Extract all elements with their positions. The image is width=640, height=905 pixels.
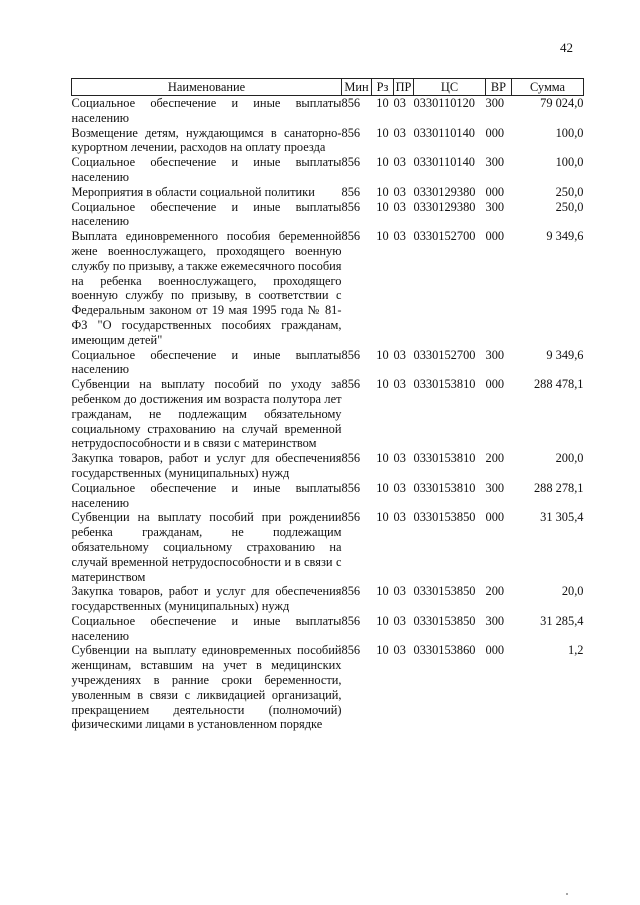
cell-min: 856 <box>341 584 361 599</box>
cell-cs: 0330110120 <box>413 96 475 110</box>
table-row <box>72 584 584 614</box>
cell-name: Субвенции на выплату единовременных пособий женщинам, вставшим на учет в медицинских учреждениях в ранние сроки беременности, уволенным в связи с ликвидацией организаций, прекращением деятельности (полномочий) физическими лицами в установленном порядке <box>71 643 342 732</box>
cell-vr: 300 <box>485 347 505 362</box>
cell-sum: 288 478,1 <box>533 377 584 392</box>
cell-min: 856 <box>341 229 361 244</box>
cell-sum: 100,0 <box>555 125 584 140</box>
cell-name: Субвенции на выплату пособий по уходу за ребенком до достижения им возраста полутора лет гражданам, не подлежащим обязательному социальному страхованию на случай временной нетрудоспособности и в связи с материнством <box>71 377 342 451</box>
header-sum: Сумма <box>512 79 584 96</box>
cell-pr: 03 <box>393 480 406 495</box>
cell-rz: 10 <box>376 229 389 244</box>
cell-cs: 0330110140 <box>413 155 475 170</box>
cell-name: Социальное обеспечение и иные выплаты населению <box>71 480 342 510</box>
cell-name: Социальное обеспечение и иные выплаты населению <box>71 199 342 229</box>
cell-name: Субвенции на выплату пособий при рождении ребенка гражданам, не подлежащим обязательному социальному страхованию на случай временной нетрудоспособности и в связи с материнством <box>71 510 342 584</box>
scan-speck <box>566 893 568 895</box>
cell-rz: 10 <box>376 510 389 525</box>
table-row <box>72 643 584 732</box>
cell-pr: 03 <box>393 613 406 628</box>
cell-name: Социальное обеспечение и иные выплаты населению <box>71 155 342 184</box>
table-row <box>72 200 584 230</box>
cell-pr: 03 <box>393 229 406 244</box>
cell-min: 856 <box>341 155 361 170</box>
table-body <box>72 96 584 733</box>
cell-sum: 1,2 <box>568 643 584 658</box>
cell-name: Социальное обеспечение и иные выплаты населению <box>71 96 342 125</box>
cell-rz: 10 <box>376 96 389 110</box>
cell-min: 856 <box>341 96 361 110</box>
header-rz: Рз <box>372 79 394 96</box>
cell-cs: 0330153810 <box>413 377 476 392</box>
table-row <box>72 155 584 185</box>
cell-min: 856 <box>341 480 361 495</box>
cell-pr: 03 <box>393 155 406 170</box>
cell-cs: 0330129380 <box>413 184 476 199</box>
cell-vr: 000 <box>485 229 505 244</box>
cell-vr: 200 <box>485 584 505 599</box>
cell-rz: 10 <box>376 643 389 658</box>
table-row <box>72 377 584 451</box>
cell-cs: 0330153850 <box>413 613 476 628</box>
table-row <box>72 481 584 511</box>
cell-vr: 000 <box>485 184 505 199</box>
cell-pr: 03 <box>393 377 406 392</box>
cell-name: Закупка товаров, работ и услуг для обеспечения государственных (муниципальных) нужд <box>71 584 342 614</box>
header-vr: ВР <box>486 79 512 96</box>
cell-min: 856 <box>341 510 361 525</box>
cell-rz: 10 <box>376 480 389 495</box>
cell-min: 856 <box>341 377 361 392</box>
cell-sum: 31 305,4 <box>540 510 584 525</box>
budget-table <box>71 78 584 732</box>
cell-cs: 0330153860 <box>413 643 476 658</box>
cell-cs: 0330153810 <box>413 480 476 495</box>
cell-pr: 03 <box>393 347 406 362</box>
cell-sum: 288 278,1 <box>533 480 584 495</box>
cell-rz: 10 <box>376 199 389 214</box>
cell-rz: 10 <box>376 451 389 466</box>
header-min: Мин <box>342 79 372 96</box>
cell-sum: 31 285,4 <box>540 613 584 628</box>
cell-vr: 300 <box>485 199 505 214</box>
cell-pr: 03 <box>393 96 406 110</box>
cell-vr: 300 <box>485 480 505 495</box>
cell-min: 856 <box>341 347 361 362</box>
table-row <box>72 451 584 481</box>
cell-pr: 03 <box>393 451 406 466</box>
cell-sum: 250,0 <box>555 184 584 199</box>
cell-cs: 0330152700 <box>413 347 476 362</box>
cell-min: 856 <box>341 451 361 466</box>
cell-vr: 300 <box>485 155 505 170</box>
cell-rz: 10 <box>376 347 389 362</box>
cell-cs: 0330153850 <box>413 510 476 525</box>
header-pr: ПР <box>394 79 414 96</box>
cell-rz: 10 <box>376 584 389 599</box>
cell-vr: 300 <box>485 96 505 110</box>
cell-min: 856 <box>341 613 361 628</box>
cell-pr: 03 <box>393 184 406 199</box>
cell-sum: 250,0 <box>555 199 584 214</box>
table-row <box>72 185 584 200</box>
table-header <box>72 79 584 96</box>
cell-sum: 200,0 <box>555 451 584 466</box>
table-row <box>72 229 584 347</box>
table-row <box>72 348 584 378</box>
cell-cs: 0330152700 <box>413 229 476 244</box>
header-name: Наименование <box>72 79 342 96</box>
cell-rz: 10 <box>376 125 389 140</box>
cell-name: Закупка товаров, работ и услуг для обеспечения государственных (муниципальных) нужд <box>71 451 342 480</box>
cell-pr: 03 <box>393 125 406 140</box>
cell-vr: 000 <box>485 125 505 140</box>
page-number: 42 <box>560 40 573 55</box>
cell-vr: 200 <box>485 451 505 466</box>
cell-rz: 10 <box>376 155 389 170</box>
cell-name: Мероприятия в области социальной политики <box>71 184 315 199</box>
cell-pr: 03 <box>393 199 406 214</box>
cell-sum: 20,0 <box>561 584 584 599</box>
table-row <box>72 614 584 644</box>
cell-sum: 9 349,6 <box>546 229 584 244</box>
table-row <box>72 510 584 584</box>
cell-rz: 10 <box>376 613 389 628</box>
cell-cs: 0330129380 <box>413 199 476 214</box>
cell-sum: 100,0 <box>555 155 584 170</box>
cell-min: 856 <box>341 184 361 199</box>
cell-vr: 000 <box>485 510 505 525</box>
cell-cs: 0330110140 <box>413 125 475 140</box>
cell-name: Социальное обеспечение и иные выплаты населению <box>71 613 342 643</box>
table-row <box>72 126 584 156</box>
cell-rz: 10 <box>376 184 389 199</box>
cell-name: Выплата единовременного пособия беременной жене военнослужащего, проходящего военную службу по призыву, а также ежемесячного пособия на ребенка военнослужащего, проходящего военную службу по призыву, в соответствии с Федеральным законом от 19 мая 1995 года № 81-ФЗ "О государственных пособиях гражданам, имеющим детей" <box>71 229 342 347</box>
cell-cs: 0330153850 <box>413 584 476 599</box>
table-row <box>72 96 584 126</box>
cell-name: Возмещение детям, нуждающимся в санаторно-курортном лечении, расходов на оплату проезда <box>71 125 342 155</box>
cell-pr: 03 <box>393 510 406 525</box>
cell-vr: 000 <box>485 643 505 658</box>
cell-min: 856 <box>341 199 361 214</box>
cell-cs: 0330153810 <box>413 451 476 466</box>
cell-pr: 03 <box>393 643 406 658</box>
cell-name: Социальное обеспечение и иные выплаты населению <box>71 347 342 377</box>
cell-pr: 03 <box>393 584 406 599</box>
cell-vr: 300 <box>485 613 505 628</box>
cell-sum: 9 349,6 <box>546 347 584 362</box>
header-cs: ЦС <box>414 79 486 96</box>
cell-min: 856 <box>341 125 361 140</box>
cell-vr: 000 <box>485 377 505 392</box>
cell-rz: 10 <box>376 377 389 392</box>
cell-sum: 79 024,0 <box>540 96 584 110</box>
cell-min: 856 <box>341 643 361 658</box>
